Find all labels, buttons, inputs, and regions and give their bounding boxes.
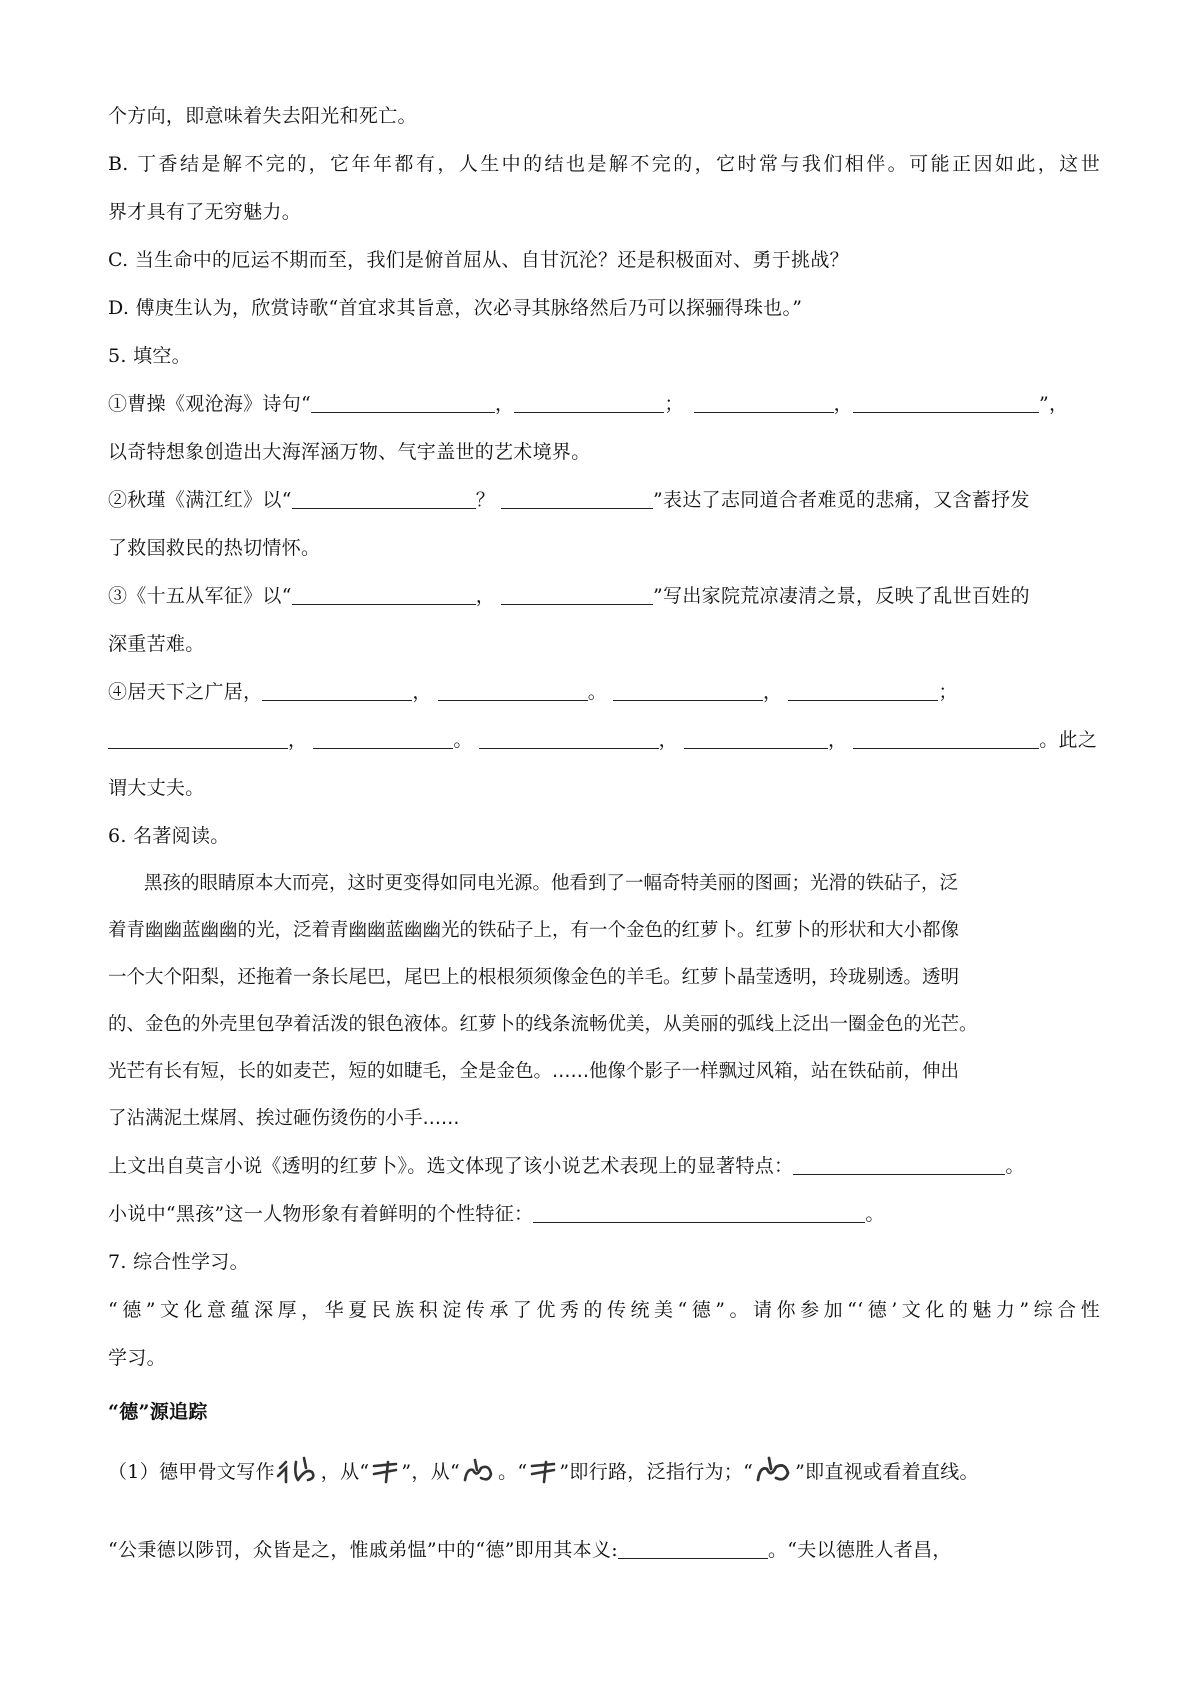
punct: ， [412,681,432,703]
oracle-chi-glyph-icon [370,1452,400,1504]
punct: ， [475,585,496,607]
q7-sub1-a: （1）德甲骨文写作 [108,1461,275,1483]
answer-blank[interactable] [313,728,453,749]
answer-blank[interactable] [514,392,664,413]
q5-item3-line1 [108,572,1100,620]
q4-option-b-line2: 界才具有了无穷魅力。 [108,201,302,223]
section-heading: “德”源追踪 [108,1401,208,1423]
punct: ， [833,393,853,415]
answer-blank[interactable] [694,392,834,413]
punct: ， [288,729,308,751]
q5-item1-line1 [108,380,1100,428]
q6-question-a [108,1142,1100,1190]
q5-item4-line3: 谓大丈夫。 [108,777,205,799]
q4-option-c: C. 当生命中的厄运不期而至，我们是俯首屈从、自甘沉沦？还是积极面对、勇于挑战？ [108,249,849,271]
answer-blank[interactable] [311,392,495,413]
oracle-zhi-glyph-icon [754,1452,794,1504]
answer-blank[interactable] [262,680,412,701]
oracle-zhi-glyph-icon [461,1452,497,1504]
punct: ”， [1038,393,1069,415]
q7-sub1-e: ”即行路，泛指行为；“ [559,1461,754,1483]
q7-sub2 [108,1526,1100,1574]
answer-blank[interactable] [533,1202,865,1223]
answer-blank[interactable] [292,584,476,605]
punct: ； [938,681,958,703]
q4-option-d: D. 傅庚生认为，欣赏诗歌“首宜求其旨意，次必寻其脉络然后乃可以探骊得珠也。” [108,297,803,319]
answer-blank[interactable] [788,680,938,701]
q5-item3-line2: 深重苦难。 [108,633,205,655]
answer-blank[interactable] [479,728,659,749]
q6-title: 6. 名著阅读。 [108,825,230,847]
excerpt-line: 黑孩的眼睛原本大而亮，这时更变得如同电光源。他看到了一幅奇特美丽的图画；光滑的铁砧子，泛 [144,873,959,894]
answer-blank[interactable] [793,1154,1005,1175]
q6-question-a-text: 上文出自莫言小说《透明的红萝卜》。选文体现了该小说艺术表现上的显著特点： [108,1155,794,1177]
punct: 。 [587,681,608,703]
punct: ， [495,393,515,415]
q7-sub2-a: “公秉德以陟罚，众皆是之，惟戚弟愠”中的“德”即用其本义: [108,1539,618,1561]
excerpt-line: 着青幽幽蓝幽幽的光，泛着青幽幽蓝幽幽光的铁砧子上，有一个金色的红萝卜。红萝卜的形状和大小都像 [108,920,960,941]
q5-item2-prefix: ②秋瑾《满江红》以“ [108,489,292,511]
q7-sub1-b: ，从“ [320,1461,370,1483]
q5-item4-line2 [108,716,1100,764]
document-page [108,92,1100,1574]
answer-blank[interactable] [108,728,288,749]
punct: 。 [1005,1155,1025,1177]
q5-item1-line2: 以奇特想象创造出大海浑涵万物、气宇盖世的艺术境界。 [108,441,591,463]
excerpt-line: 光芒有长有短，长的如麦芒，短的如睫毛，全是金色。……他像个影子一样飘过风箱，站在铁砧前，伸出 [108,1061,960,1082]
answer-blank[interactable] [438,680,588,701]
q4-tail: 个方向，即意味着失去阳光和死亡。 [108,105,417,127]
answer-blank[interactable] [618,1538,768,1559]
punct: 。 [865,1203,885,1225]
punct: ； [664,393,684,415]
q7-sub1-d: 。“ [498,1461,528,1483]
punct: 。 [453,729,473,751]
q5-item2-suffix: ”表达了志同道合者难觅的悲痛，又含蓄抒发 [653,489,1030,511]
excerpt-line: 一个大个阳梨，还拖着一条长尾巴，尾巴上的根根须须像金色的羊毛。红萝卜晶莹透明，玲珑剔透。透明 [108,967,960,988]
answer-blank[interactable] [853,728,1039,749]
oracle-de-glyph-icon [276,1452,320,1504]
answer-blank[interactable] [501,584,653,605]
q5-item3-prefix: ③《十五从军征》以“ [108,585,292,607]
q5-item4-prefix: ④居天下之广居， [108,681,263,703]
answer-blank[interactable] [613,680,763,701]
answer-blank[interactable] [292,488,476,509]
answer-blank[interactable] [853,392,1039,413]
punct: ？ [475,489,496,511]
excerpt-line: 了沾满泥土煤屑、挨过砸伤烫伤的小手…… [108,1108,460,1129]
q5-item3-suffix: ”写出家院荒凉凄清之景，反映了乱世百姓的 [653,585,1030,607]
punct: ， [763,681,783,703]
q4-option-b-line1: B. 丁香结是解不完的，它年年都有，人生中的结也是解不完的，它时常与我们相伴。可能正因如此，这世 [108,153,1100,175]
answer-blank[interactable] [684,728,828,749]
q7-title: 7. 综合性学习。 [108,1251,249,1273]
oracle-chi-glyph-icon [528,1452,558,1504]
q7-sub2-b: 。“夫以德胜人者昌， [767,1539,952,1561]
q7-intro-line2: 学习。 [108,1347,166,1369]
q5-item2-line2: 了救国救民的热切情怀。 [108,537,321,559]
q5-item4-suffix: 。此之 [1039,729,1098,751]
punct: ， [658,729,678,751]
q7-sub1 [108,1446,1100,1504]
q5-item1-prefix: ①曹操《观沧海》诗句“ [108,393,312,415]
answer-blank[interactable] [501,488,653,509]
punct: ， [827,729,848,751]
q5-item2-line1 [108,476,1100,524]
q7-sub1-f: ”即直视或看着直线。 [795,1461,979,1483]
q7-intro-line1: “德”文化意蕴深厚，华夏民族积淀传承了优秀的传统美“德”。请你参加“‘德’文化的魅力”综合性 [108,1299,1100,1321]
q5-title: 5. 填空。 [108,345,191,367]
q7-sub1-c: ”，从“ [401,1461,461,1483]
q6-question-b-text: 小说中“黑孩”这一人物形象有着鲜明的个性特征： [108,1203,534,1225]
q6-question-b [108,1190,1100,1238]
excerpt-line: 的、金色的外壳里包孕着活泼的银色液体。红萝卜的线条流畅优美，从美丽的弧线上泛出一圈金色的光芒。 [108,1014,978,1035]
q5-item4-line1 [108,668,1100,716]
